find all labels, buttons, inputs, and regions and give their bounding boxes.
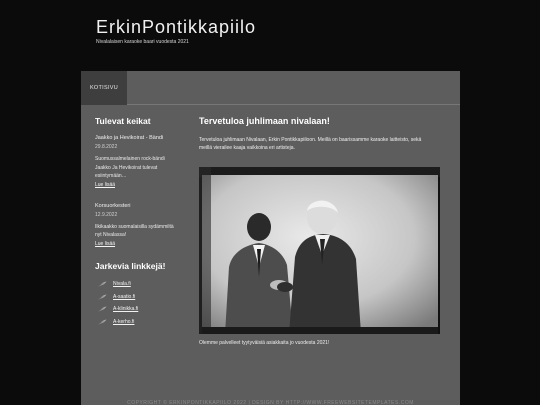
- link-item-a-saatio: [95, 290, 179, 303]
- content-wrapper: [81, 71, 460, 405]
- events-heading: Tulevat keikat: [95, 116, 151, 126]
- footer: COPYRIGHT © ERKINPONTIKKAPIILO 2022 | DESIGN BY HTTP://WWW.FREEWEBSITETEMPLATES.COM: [127, 400, 414, 405]
- quill-icon: [98, 281, 107, 287]
- site-header: [96, 16, 256, 45]
- link-a-saatio[interactable]: A-saatio.fi: [113, 293, 136, 300]
- main-nav: [81, 71, 460, 105]
- links-heading: Jarkevia linkkejä!: [95, 260, 166, 271]
- main-content: [199, 116, 447, 346]
- quill-icon: [98, 294, 107, 300]
- nav-item-home[interactable]: KOTISIVU: [81, 71, 127, 105]
- handshake-photo: [199, 167, 440, 334]
- quill-icon: [98, 319, 107, 325]
- event-description: Suomussalmelainen rock-bändi Jaakko Ja Hevikoirat tulevat esiintymään…: [95, 156, 165, 180]
- page-title: Tervetuloa juhlimaan nivalaan!: [199, 116, 330, 126]
- event-title: Jaakko ja Hevikoirat - Bändi: [95, 135, 164, 141]
- event-date: 12.9.2022: [95, 211, 118, 218]
- event-description: Ilkikaakko suomalaisilla sydämmiltä nyt Nivalassa!: [95, 223, 174, 239]
- link-item-a-klinikka: [95, 303, 179, 316]
- event-title: Korsuorkesteri: [95, 202, 131, 209]
- read-more-link[interactable]: Lue lisää: [95, 240, 116, 247]
- link-a-kerho[interactable]: A-kerho.fi: [113, 318, 135, 325]
- event-date: 29.8.2022: [95, 144, 118, 150]
- event-item: [95, 202, 179, 247]
- link-nivala[interactable]: Nivala.fi: [113, 281, 131, 288]
- read-more-link[interactable]: Lue lisää: [95, 181, 116, 188]
- site-tagline: Nivalalaisen karaoke baari vuodesta 2021: [96, 39, 189, 45]
- link-a-klinikka[interactable]: A-klinikka.fi: [113, 306, 139, 313]
- link-item-a-kerho: [95, 315, 179, 328]
- quill-icon: [98, 306, 107, 312]
- site-title[interactable]: ErkinPontikkapiilo: [96, 17, 257, 37]
- photo-caption: Olemme palvelleet tyytyväisiä asiakkaita jo vuodesta 2021!: [199, 340, 330, 346]
- intro-text: Tervetuloa juhlimaan Nivalaan, Erkin Pontikkapiiloon. Meillä on baarissamme karaoke laitteisto, sekä meillä vierailee kaaja vaikkoina eri artisteja.: [199, 137, 422, 151]
- event-item: [95, 134, 179, 188]
- link-item-nivala: [95, 278, 179, 291]
- sidebar: [95, 116, 179, 328]
